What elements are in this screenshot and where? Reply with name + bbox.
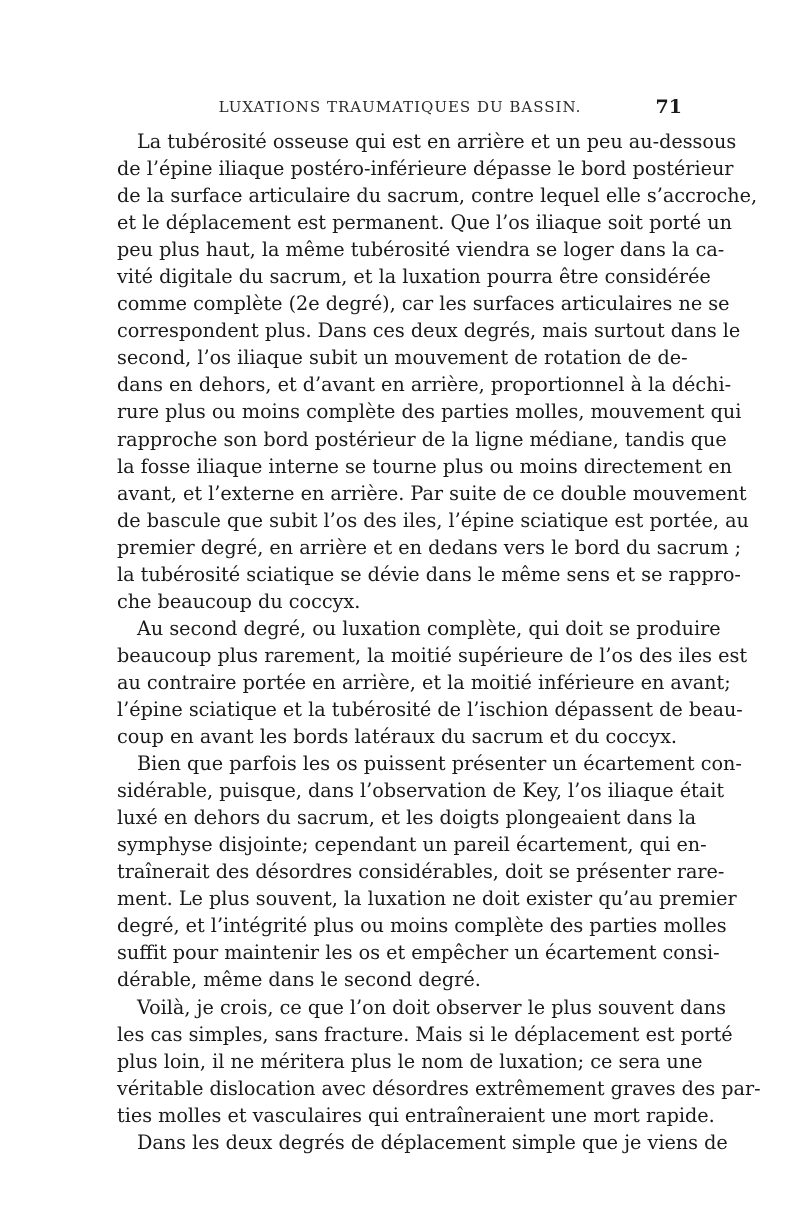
text-line: la tubérosité sciatique se dévie dans le même sens et se rappro- <box>117 562 741 586</box>
text-line: dans en dehors, et d’avant en arrière, proportionnel à la déchi- <box>117 373 732 397</box>
text-line: de la surface articulaire du sacrum, contre lequel elle s’accroche, <box>117 184 758 208</box>
text-line: vité digitale du sacrum, et la luxation pourra être considérée <box>117 265 711 289</box>
running-head <box>118 98 682 122</box>
text-line: premier degré, en arrière et en dedans vers le bord du sacrum ; <box>117 535 742 559</box>
text-line: symphyse disjointe; cependant un pareil écartement, qui en- <box>117 833 707 857</box>
running-title: LUXATIONS TRAUMATIQUES DU BASSIN. <box>218 98 582 116</box>
text-line: degré, et l’intégrité plus ou moins complète des parties molles <box>117 914 727 938</box>
text-line: beaucoup plus rarement, la moitié supérieure de l’os des iles est <box>117 643 748 667</box>
text-line: l’épine sciatique et la tubérosité de l’ischion dépassent de beau- <box>117 697 743 721</box>
text-line: che beaucoup du coccyx. <box>117 589 361 613</box>
text-line: plus loin, il ne méritera plus le nom de luxation; ce sera une <box>117 1049 703 1073</box>
body-text <box>117 128 761 1156</box>
text-line: comme complète (2e degré), car les surfaces articulaires ne se <box>117 292 730 316</box>
text-line: rure plus ou moins complète des parties molles, mouvement qui <box>117 400 742 424</box>
text-line: Au second degré, ou luxation complète, qui doit se produire <box>137 616 721 640</box>
text-line: de l’épine iliaque postéro-inférieure dépasse le bord postérieur <box>117 157 734 181</box>
text-line: peu plus haut, la même tubérosité viendra se loger dans la ca- <box>117 238 725 262</box>
text-line: second, l’os iliaque subit un mouvement de rotation de de- <box>117 346 688 370</box>
text-line: coup en avant les bords latéraux du sacrum et du coccyx. <box>117 725 677 749</box>
text-line: véritable dislocation avec désordres extrêmement graves des par- <box>117 1076 761 1100</box>
text-line: Voilà, je crois, ce que l’on doit observer le plus souvent dans <box>137 995 726 1019</box>
text-line: ment. Le plus souvent, la luxation ne doit exister qu’au premier <box>117 887 737 911</box>
text-line: ties molles et vasculaires qui entraîneraient une mort rapide. <box>117 1103 715 1127</box>
text-line: correspondent plus. Dans ces deux degrés, mais surtout dans le <box>117 319 741 343</box>
text-line: La tubérosité osseuse qui est en arrière et un peu au-dessous <box>137 130 737 153</box>
text-line: Dans les deux degrés de déplacement simple que je viens de <box>137 1130 728 1154</box>
text-line: suffit pour maintenir les os et empêcher un écartement consi- <box>117 941 720 965</box>
text-line: de bascule que subit l’os des iles, l’épine sciatique est portée, au <box>117 508 749 532</box>
text-line: rapproche son bord postérieur de la ligne médiane, tandis que <box>117 427 727 451</box>
text-line: dérable, même dans le second degré. <box>117 968 481 992</box>
text-line: les cas simples, sans fracture. Mais si le déplacement est porté <box>117 1022 733 1046</box>
text-line: la fosse iliaque interne se tourne plus ou moins directement en <box>117 454 732 478</box>
text-line: et le déplacement est permanent. Que l’os iliaque soit porté un <box>117 211 732 235</box>
text-line: sidérable, puisque, dans l’observation de Key, l’os iliaque était <box>117 779 725 803</box>
text-line: au contraire portée en arrière, et la moitié inférieure en avant; <box>117 670 731 694</box>
text-line: avant, et l’externe en arrière. Par suite de ce double mouvement <box>117 481 747 505</box>
page-number: 71 <box>655 96 682 118</box>
text-line: luxé en dehors du sacrum, et les doigts plongeaient dans la <box>117 806 697 830</box>
text-line: traînerait des désordres considérables, doit se présenter rare- <box>117 860 725 884</box>
text-line: Bien que parfois les os puissent présenter un écartement con- <box>137 752 742 776</box>
